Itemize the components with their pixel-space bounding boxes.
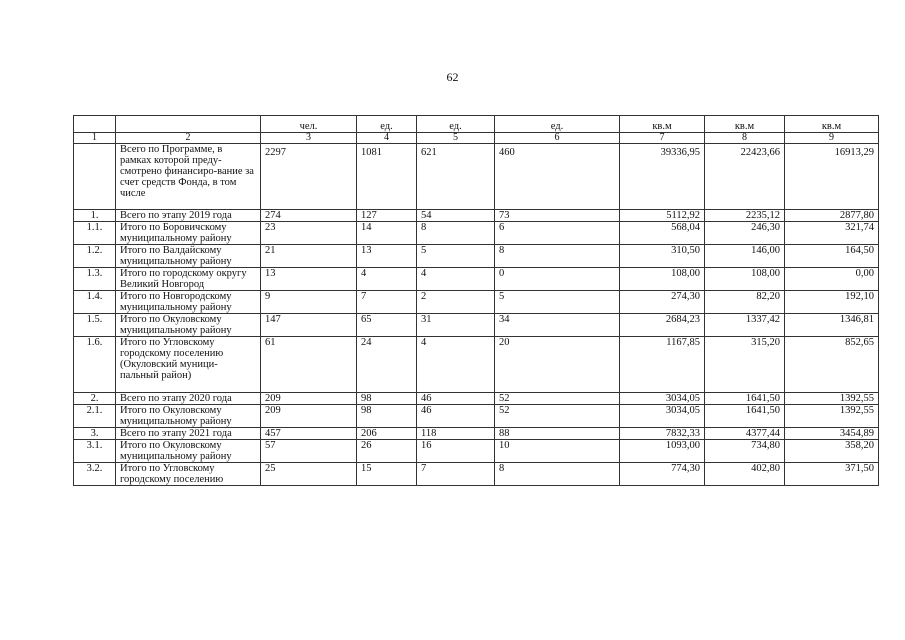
units-row [74, 116, 879, 133]
value-c3: 209 [261, 405, 357, 428]
value-c5: 7 [417, 463, 495, 486]
value-c6: 73 [495, 210, 620, 222]
value-c8: 734,80 [705, 440, 785, 463]
value-c7: 774,30 [620, 463, 705, 486]
value-c6: 52 [495, 405, 620, 428]
table-row [74, 314, 879, 337]
value-c4: 1081 [357, 144, 417, 210]
value-c4: 14 [357, 222, 417, 245]
unit-cell: кв.м [620, 116, 705, 133]
row-name: Итого по Окуловскому муниципальному району [116, 314, 261, 337]
row-name: Итого по городскому округу Великий Новгород [116, 268, 261, 291]
unit-cell: кв.м [785, 116, 879, 133]
value-c8: 1641,50 [705, 393, 785, 405]
value-c8: 315,20 [705, 337, 785, 393]
row-name: Итого по Новгородскому муниципальному району [116, 291, 261, 314]
value-c9: 1392,55 [785, 393, 879, 405]
value-c4: 13 [357, 245, 417, 268]
value-c7: 7832,33 [620, 428, 705, 440]
row-name: Всего по Программе, в рамках которой преду-смотрено финансиро-вание за счет средств Фонда, в том числе [116, 144, 261, 210]
column-numbers-row [74, 133, 879, 144]
page-number: 62 [446, 70, 459, 84]
value-c8: 22423,66 [705, 144, 785, 210]
value-c9: 852,65 [785, 337, 879, 393]
value-c4: 65 [357, 314, 417, 337]
value-c5: 4 [417, 337, 495, 393]
value-c3: 25 [261, 463, 357, 486]
row-name: Всего по этапу 2020 года [116, 393, 261, 405]
value-c5: 46 [417, 405, 495, 428]
unit-cell [74, 116, 116, 133]
unit-cell: кв.м [705, 116, 785, 133]
value-c8: 4377,44 [705, 428, 785, 440]
row-number: 3. [74, 428, 116, 440]
table-row [74, 393, 879, 405]
value-c9: 358,20 [785, 440, 879, 463]
row-number: 1.3. [74, 268, 116, 291]
value-c8: 246,30 [705, 222, 785, 245]
value-c7: 108,00 [620, 268, 705, 291]
column-number: 4 [357, 133, 417, 144]
row-number: 1.1. [74, 222, 116, 245]
value-c8: 402,80 [705, 463, 785, 486]
value-c4: 7 [357, 291, 417, 314]
row-number: 1.2. [74, 245, 116, 268]
value-c6: 34 [495, 314, 620, 337]
value-c4: 206 [357, 428, 417, 440]
value-c7: 3034,05 [620, 405, 705, 428]
value-c7: 274,30 [620, 291, 705, 314]
value-c7: 5112,92 [620, 210, 705, 222]
value-c7: 1167,85 [620, 337, 705, 393]
value-c9: 192,10 [785, 291, 879, 314]
value-c8: 2235,12 [705, 210, 785, 222]
value-c5: 118 [417, 428, 495, 440]
unit-cell: ед. [357, 116, 417, 133]
row-number [74, 144, 116, 210]
row-number: 3.1. [74, 440, 116, 463]
row-number: 1.4. [74, 291, 116, 314]
value-c4: 98 [357, 393, 417, 405]
value-c6: 20 [495, 337, 620, 393]
value-c9: 0,00 [785, 268, 879, 291]
value-c3: 57 [261, 440, 357, 463]
row-name: Итого по Окуловскому муниципальному району [116, 440, 261, 463]
table-row [74, 268, 879, 291]
value-c8: 108,00 [705, 268, 785, 291]
value-c4: 26 [357, 440, 417, 463]
value-c5: 54 [417, 210, 495, 222]
value-c5: 5 [417, 245, 495, 268]
table-row [74, 428, 879, 440]
value-c8: 1337,42 [705, 314, 785, 337]
row-name: Всего по этапу 2019 года [116, 210, 261, 222]
value-c4: 15 [357, 463, 417, 486]
value-c8: 1641,50 [705, 405, 785, 428]
value-c3: 9 [261, 291, 357, 314]
value-c5: 31 [417, 314, 495, 337]
value-c7: 310,50 [620, 245, 705, 268]
table-row [74, 440, 879, 463]
value-c6: 8 [495, 245, 620, 268]
program-summary-table [73, 115, 879, 486]
value-c4: 4 [357, 268, 417, 291]
table-row [74, 245, 879, 268]
value-c5: 621 [417, 144, 495, 210]
column-number: 6 [495, 133, 620, 144]
row-number: 1.5. [74, 314, 116, 337]
unit-cell: ед. [495, 116, 620, 133]
value-c7: 568,04 [620, 222, 705, 245]
value-c9: 1392,55 [785, 405, 879, 428]
value-c8: 146,00 [705, 245, 785, 268]
unit-cell: ед. [417, 116, 495, 133]
column-number: 1 [74, 133, 116, 144]
row-name: Итого по Боровичскому муниципальному району [116, 222, 261, 245]
column-number: 7 [620, 133, 705, 144]
column-number: 2 [116, 133, 261, 144]
value-c4: 24 [357, 337, 417, 393]
value-c5: 4 [417, 268, 495, 291]
column-number: 3 [261, 133, 357, 144]
value-c6: 52 [495, 393, 620, 405]
value-c5: 16 [417, 440, 495, 463]
column-number: 8 [705, 133, 785, 144]
value-c4: 98 [357, 405, 417, 428]
value-c3: 209 [261, 393, 357, 405]
column-number: 5 [417, 133, 495, 144]
row-name: Всего по этапу 2021 года [116, 428, 261, 440]
value-c6: 5 [495, 291, 620, 314]
value-c6: 460 [495, 144, 620, 210]
value-c3: 13 [261, 268, 357, 291]
value-c3: 23 [261, 222, 357, 245]
table-row [74, 144, 879, 210]
table-row [74, 222, 879, 245]
value-c7: 1093,00 [620, 440, 705, 463]
value-c3: 457 [261, 428, 357, 440]
row-number: 3.2. [74, 463, 116, 486]
column-number: 9 [785, 133, 879, 144]
value-c8: 82,20 [705, 291, 785, 314]
value-c9: 2877,80 [785, 210, 879, 222]
value-c6: 10 [495, 440, 620, 463]
value-c6: 0 [495, 268, 620, 291]
table-row [74, 210, 879, 222]
table-row [74, 405, 879, 428]
unit-cell [116, 116, 261, 133]
value-c9: 164,50 [785, 245, 879, 268]
value-c9: 371,50 [785, 463, 879, 486]
table-row [74, 291, 879, 314]
row-number: 1. [74, 210, 116, 222]
row-name: Итого по Валдайскому муниципальному району [116, 245, 261, 268]
value-c5: 2 [417, 291, 495, 314]
value-c3: 274 [261, 210, 357, 222]
value-c7: 39336,95 [620, 144, 705, 210]
row-name: Итого по Угловскому городскому поселению [116, 463, 261, 486]
value-c6: 8 [495, 463, 620, 486]
value-c5: 46 [417, 393, 495, 405]
value-c9: 3454,89 [785, 428, 879, 440]
row-number: 1.6. [74, 337, 116, 393]
value-c6: 88 [495, 428, 620, 440]
value-c7: 2684,23 [620, 314, 705, 337]
value-c7: 3034,05 [620, 393, 705, 405]
table-body [74, 116, 879, 486]
value-c9: 321,74 [785, 222, 879, 245]
value-c3: 2297 [261, 144, 357, 210]
value-c5: 8 [417, 222, 495, 245]
value-c9: 16913,29 [785, 144, 879, 210]
unit-cell: чел. [261, 116, 357, 133]
value-c3: 61 [261, 337, 357, 393]
value-c4: 127 [357, 210, 417, 222]
row-number: 2. [74, 393, 116, 405]
table-row [74, 463, 879, 486]
row-name: Итого по Окуловскому муниципальному району [116, 405, 261, 428]
value-c3: 21 [261, 245, 357, 268]
value-c3: 147 [261, 314, 357, 337]
table-row [74, 337, 879, 393]
row-name: Итого по Угловскому городскому поселению (Окуловский муници-пальный район) [116, 337, 261, 393]
value-c6: 6 [495, 222, 620, 245]
row-number: 2.1. [74, 405, 116, 428]
value-c9: 1346,81 [785, 314, 879, 337]
